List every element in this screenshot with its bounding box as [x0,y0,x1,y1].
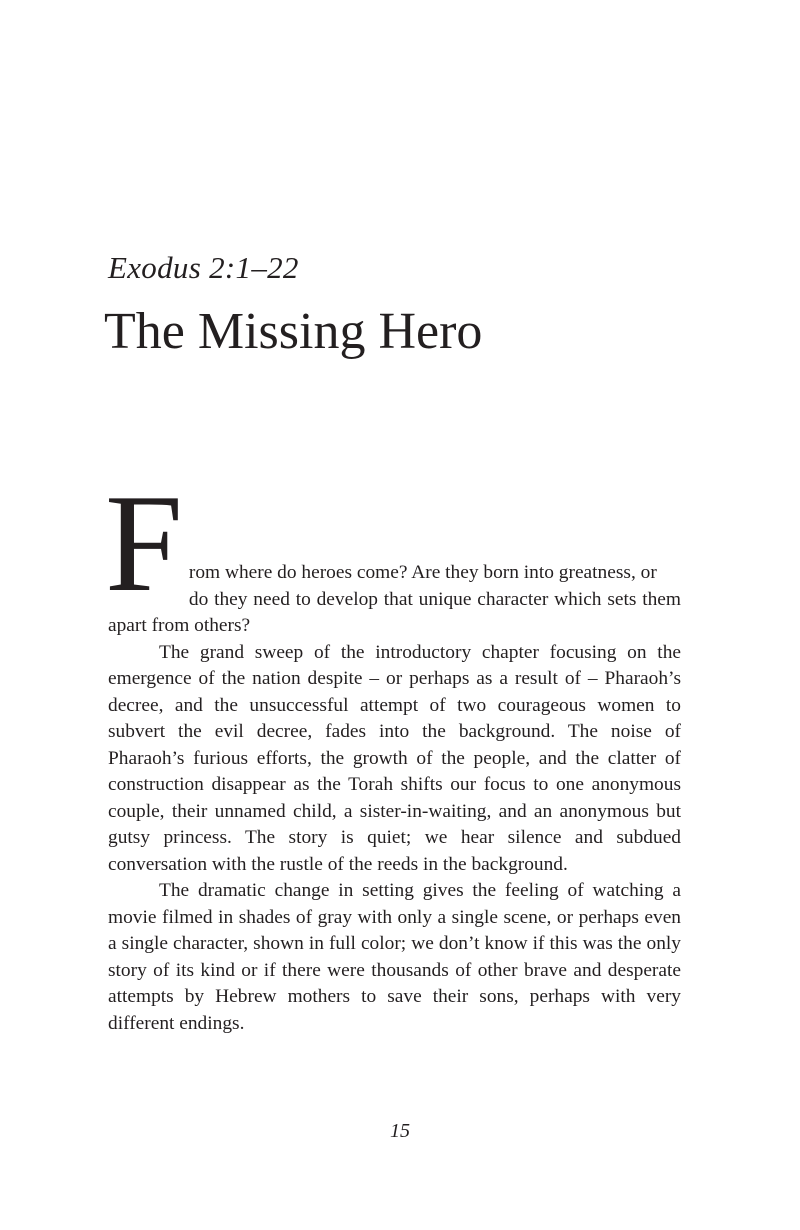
opening-paragraph [105,466,681,640]
paragraph-2: The grand sweep of the introductory chapter focusing on the emergence of the nation despite – or perhaps as a result of – Pharaoh’s decree, and the unsuccessful attempt of two courageous women to subvert the evil decree, fades into the background. The noise of Pharaoh’s furious efforts, the growth of the people, and the clatter of construction disappear as the Torah shifts our focus to one anonymous couple, their unnamed child, a sister-in-waiting, and an anonymous but gutsy princess. The story is quiet; we hear silence and subdued conversation with the rustle of the reeds in the background. [108,641,681,875]
chapter-title: The Missing Hero [104,303,483,360]
paragraph-3: The dramatic change in setting gives the feeling of watching a movie filmed in shades of gray with only a single scene, or perhaps even a single character, shown in full color; we don’t know if this was the only story of its kind or if there were thousands of other brave and desperate attempts by Hebrew mothers to save their sons, perhaps with very different endings. [108,880,681,1034]
page-number: 15 [390,1120,410,1142]
opening-line: rom where do heroes come? Are they born into greatness, or [188,562,657,583]
chapter-reference: Exodus 2:1–22 [108,250,299,285]
body-text [105,466,681,1037]
opening-paragraph-rest: do they need to develop that unique character which sets them apart from others? [108,588,681,636]
drop-cap: F [105,466,183,621]
